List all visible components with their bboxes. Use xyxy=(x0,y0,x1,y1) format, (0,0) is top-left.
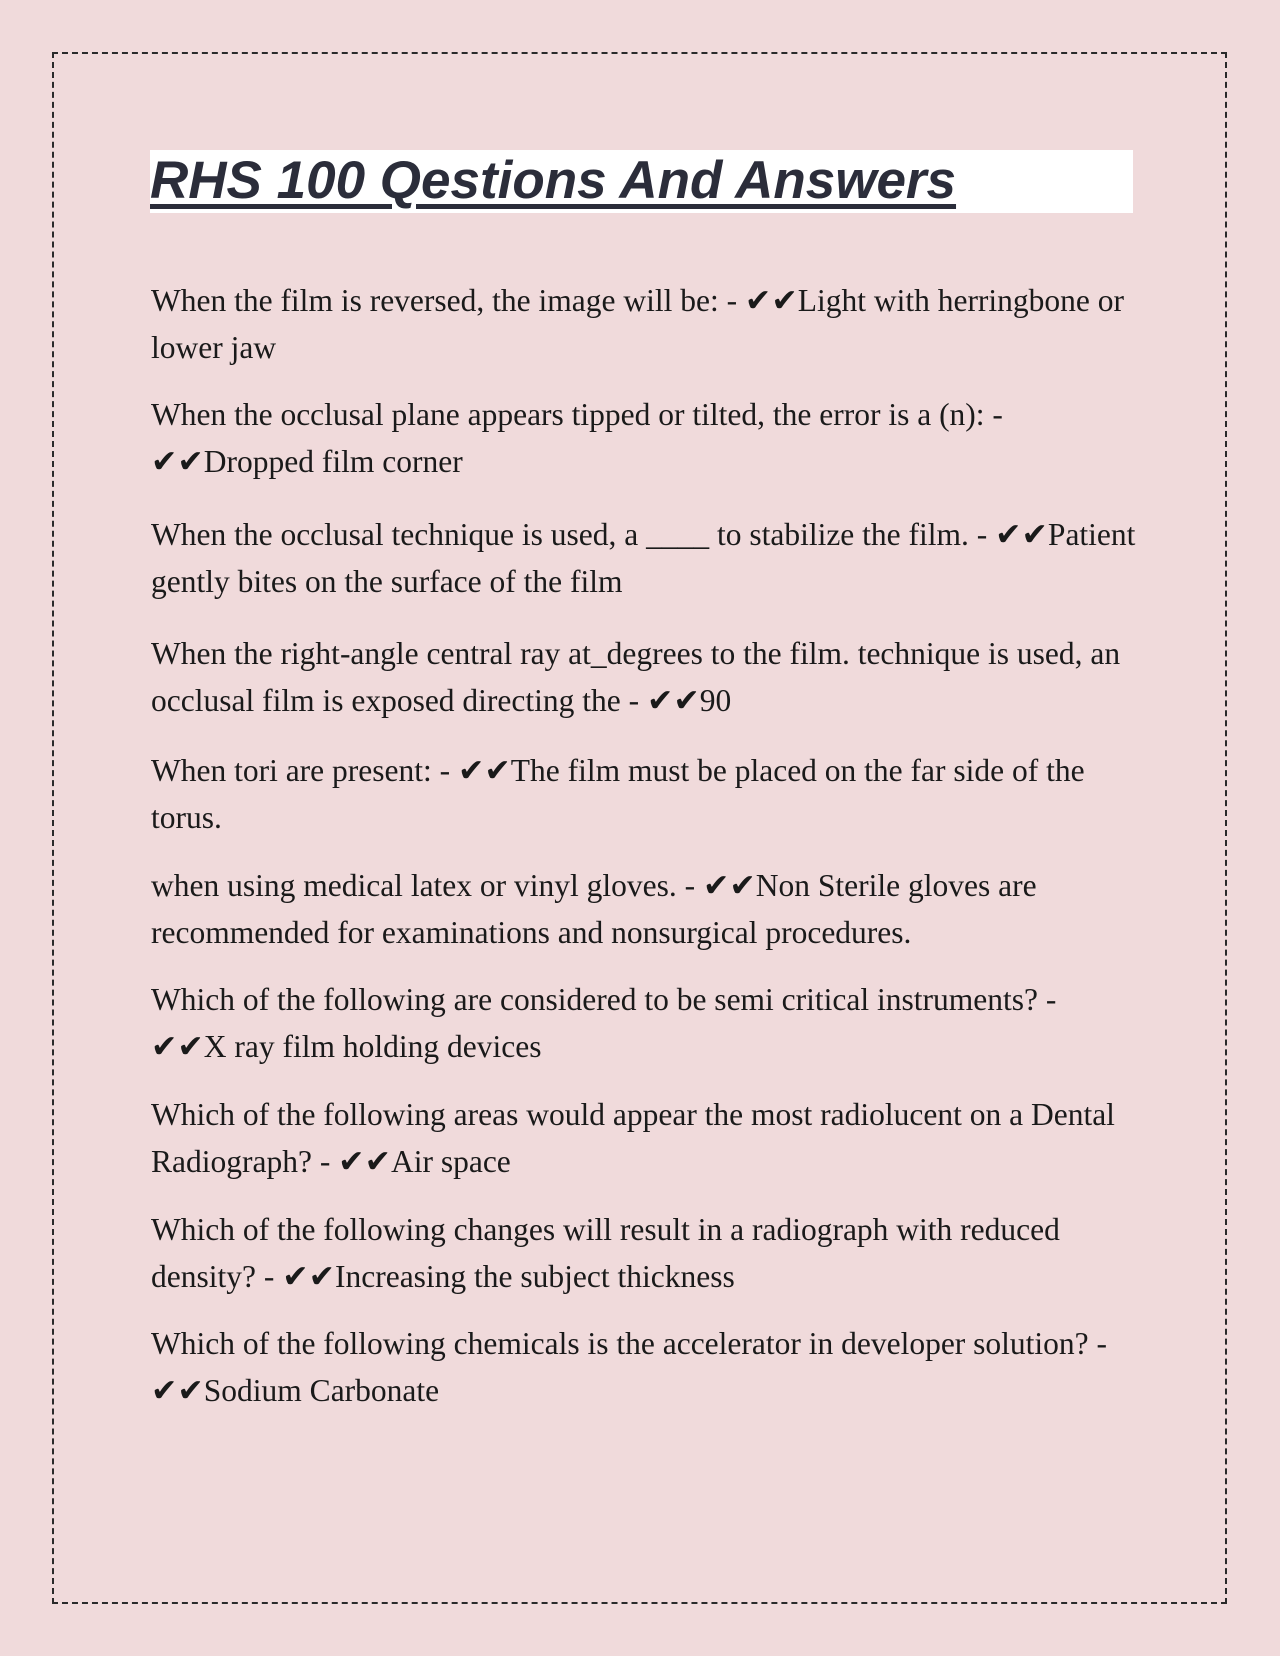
qa-item: when using medical latex or vinyl gloves. - ✔✔Non Sterile gloves are recommended for examinations and nonsurgical procedures. xyxy=(151,868,1037,950)
qa-item: When the occlusal technique is used, a ____ to stabilize the film. - ✔✔Patient gently bites on the surface of the film xyxy=(151,517,1136,599)
document-title: RHS 100 Qestions And Answers xyxy=(150,151,957,210)
qa-item: Which of the following are considered to be semi critical instruments? - ✔✔X ray film holding devices xyxy=(151,982,1057,1064)
qa-item: When the occlusal plane appears tipped or tilted, the error is a (n): - ✔✔Dropped film corner xyxy=(151,397,1003,479)
qa-item: When the film is reversed, the image will be: - ✔✔Light with herringbone or lower jaw xyxy=(151,283,1125,365)
qa-item: Which of the following changes will result in a radiograph with reduced density? - ✔✔Increasing the subject thickness xyxy=(151,1212,1060,1294)
qa-item: When the right-angle central ray at_degrees to the film. technique is used, an occlusal film is exposed directing the - ✔✔90 xyxy=(151,636,1121,718)
qa-item: Which of the following chemicals is the accelerator in developer solution? - ✔✔Sodium Carbonate xyxy=(151,1326,1108,1408)
qa-item: When tori are present: - ✔✔The film must be placed on the far side of the torus. xyxy=(151,753,1085,835)
qa-item: Which of the following areas would appear the most radiolucent on a Dental Radiograph? - ✔✔Air space xyxy=(151,1097,1115,1179)
